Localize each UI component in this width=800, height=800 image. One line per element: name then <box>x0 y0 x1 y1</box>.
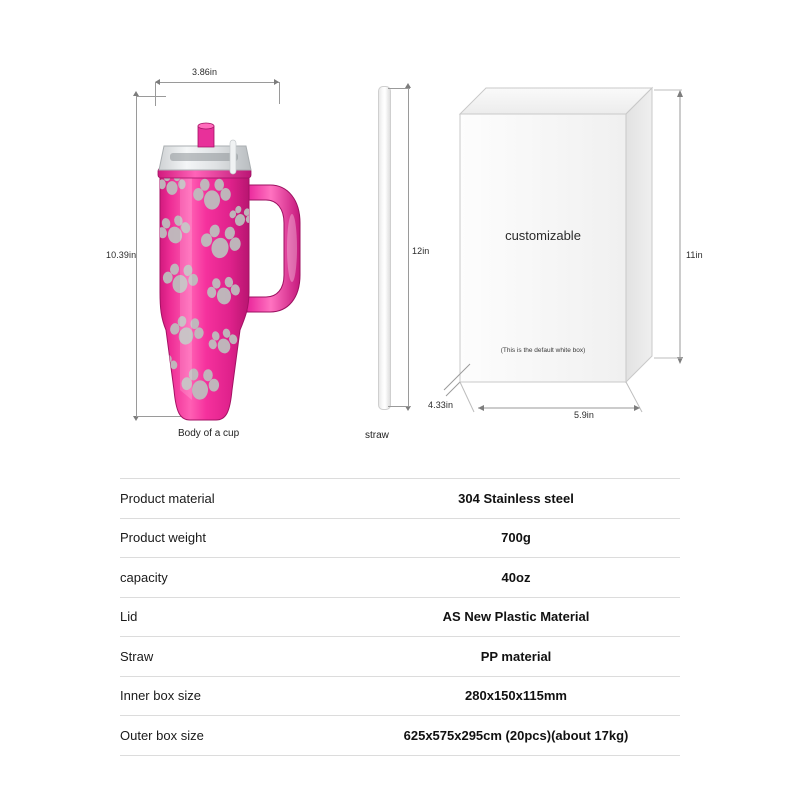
straw-length-dimension-line <box>408 88 409 406</box>
tumbler-figure <box>106 60 340 450</box>
box-top-face <box>460 88 652 114</box>
box-height-label: 11in <box>686 250 703 260</box>
box-side-face <box>626 88 652 382</box>
straw-illustration <box>378 86 391 410</box>
table-row <box>120 716 680 756</box>
tumbler-caption: Body of a cup <box>178 428 240 439</box>
box-note-text: (This is the default white box) <box>500 347 586 354</box>
table-row <box>120 597 680 637</box>
box-figure <box>430 60 710 450</box>
box-depth-label: 4.33in <box>428 400 454 410</box>
tumbler-straw <box>230 140 236 174</box>
tumbler-height-label: 10.39in <box>106 250 137 260</box>
spec-value: 700g <box>352 518 680 558</box>
table-row <box>120 676 680 716</box>
straw-length-tick-bottom <box>388 406 410 407</box>
box-illustration <box>430 60 710 450</box>
spec-value: AS New Plastic Material <box>352 597 680 637</box>
spec-value: 40oz <box>352 558 680 598</box>
spec-key: Lid <box>120 597 352 637</box>
straw-figure <box>360 78 430 441</box>
spec-value: 625x575x295cm (20pcs)(about 17kg) <box>352 716 680 756</box>
table-row <box>120 518 680 558</box>
spec-key: Product material <box>120 479 352 519</box>
box-width-label: 5.9in <box>574 410 595 420</box>
spec-key: Product weight <box>120 518 352 558</box>
box-front-face <box>460 114 626 382</box>
tumbler-illustration <box>120 60 340 450</box>
spec-value: PP material <box>352 637 680 677</box>
spec-value: 280x150x115mm <box>352 676 680 716</box>
spec-key: Inner box size <box>120 676 352 716</box>
spec-key: Straw <box>120 637 352 677</box>
straw-caption: straw <box>365 430 389 441</box>
tumbler-width-label: 3.86in <box>192 67 218 77</box>
spec-value: 304 Stainless steel <box>352 479 680 519</box>
box-front-text: customizable <box>505 228 581 243</box>
straw-length-tick-top <box>388 88 410 89</box>
straw-length-label: 12in <box>412 246 430 256</box>
table-row <box>120 479 680 519</box>
spec-key: Outer box size <box>120 716 352 756</box>
table-row <box>120 558 680 598</box>
spec-key: capacity <box>120 558 352 598</box>
specification-table <box>120 478 680 756</box>
table-row <box>120 637 680 677</box>
